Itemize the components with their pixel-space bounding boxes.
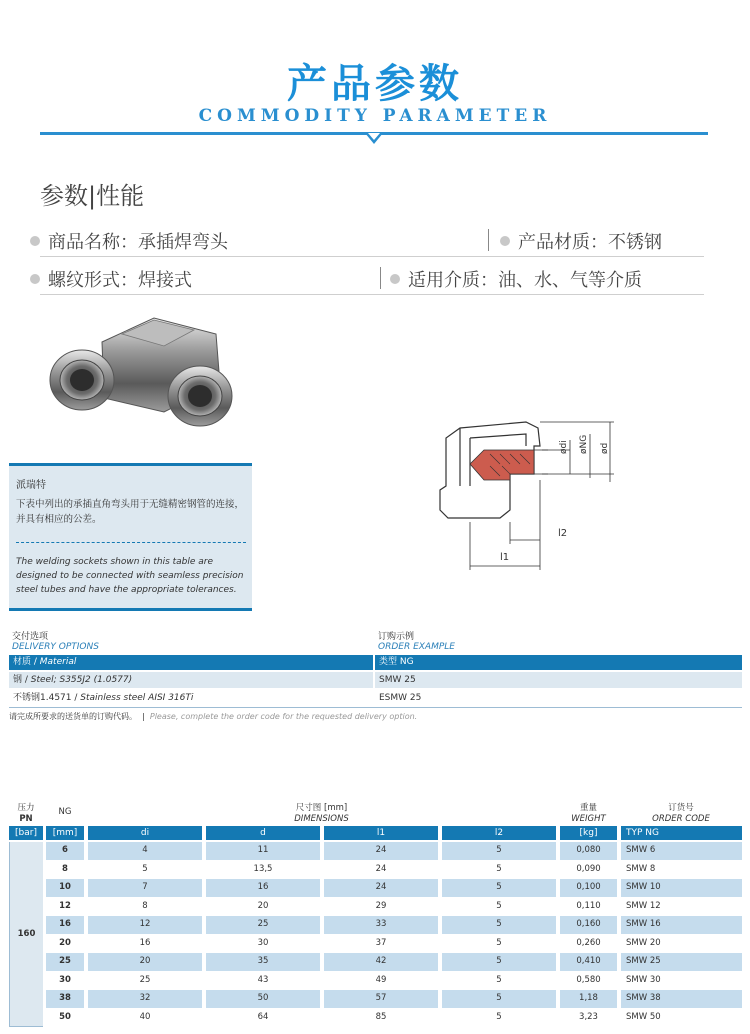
page-title: 产品参数	[287, 61, 463, 107]
table-cell-l2: 5	[442, 842, 556, 860]
table-subheader: l1	[324, 826, 438, 840]
table-cell-code: SMW 38	[621, 990, 742, 1008]
table-cell-l1: 24	[324, 861, 438, 879]
table-cell-di: 12	[88, 916, 202, 934]
table-cell-l1: 24	[324, 842, 438, 860]
table-cell-l1: 29	[324, 898, 438, 916]
pn-header-en: PN	[19, 814, 33, 824]
table-cell-d: 11	[206, 842, 320, 860]
table-cell-kg: 0,410	[560, 953, 617, 971]
table-cell-kg: 0,080	[560, 842, 617, 860]
description-text-cn: 下表中列出的承插直角弯头用于无缝精密钢管的连接，并具有相应的公差。	[16, 499, 245, 525]
table-cell-l2: 5	[442, 990, 556, 1008]
table-cell-d: 20	[206, 898, 320, 916]
table-cell-d: 43	[206, 972, 320, 990]
table-cell-d: 35	[206, 953, 320, 971]
delivery-title-cn: 交付选项	[12, 632, 49, 642]
table-cell-kg: 0,580	[560, 972, 617, 990]
table-cell-code: SMW 20	[621, 935, 742, 953]
table-cell-l2: 5	[442, 916, 556, 934]
table-cell-di: 25	[88, 972, 202, 990]
table-cell-kg: 0,100	[560, 879, 617, 897]
table-cell-ng: 30	[46, 972, 84, 990]
table-cell-code: SMW 10	[621, 879, 742, 897]
table-cell-d: 50	[206, 990, 320, 1008]
table-cell-ng: 6	[46, 842, 84, 860]
table-cell-code: SMW 16	[621, 916, 742, 934]
table-cell-di: 32	[88, 990, 202, 1008]
table-cell-l1: 37	[324, 935, 438, 953]
drawing-label-d: ød	[600, 442, 610, 454]
table-cell-d: 16	[206, 879, 320, 897]
thread-form-field	[30, 266, 192, 292]
table-cell-kg: 0,260	[560, 935, 617, 953]
table-subheader: di	[88, 826, 202, 840]
table-cell-l2: 5	[442, 953, 556, 971]
order-code-header-cn: 订货号	[668, 803, 694, 813]
table-cell-ng: 20	[46, 935, 84, 953]
thread-form-text: 螺纹形式：焊接式	[48, 270, 192, 291]
table-cell-ng: 10	[46, 879, 84, 897]
table-subheader: [bar]	[9, 826, 43, 840]
table-cell-d: 13,5	[206, 861, 320, 879]
drawing-label-l2: l2	[558, 528, 568, 539]
table-cell-code: SMW 12	[621, 898, 742, 916]
weight-header-en: WEIGHT	[571, 814, 606, 824]
table-cell-code: SMW 6	[621, 842, 742, 860]
type-row: ESMW 25	[379, 693, 422, 703]
table-cell-di: 40	[88, 1009, 202, 1027]
drawing-label-ng: øNG	[579, 434, 589, 454]
pn-header-cn: 压力	[17, 803, 35, 813]
table-cell-di: 5	[88, 861, 202, 879]
table-cell-kg: 3,23	[560, 1009, 617, 1027]
separator	[380, 267, 381, 289]
table-cell-di: 16	[88, 935, 202, 953]
type-header: 类型 NG	[375, 655, 742, 670]
material-header: 材质 / Material	[9, 655, 373, 670]
table-cell-code: SMW 50	[621, 1009, 742, 1027]
table-cell-code: SMW 8	[621, 861, 742, 879]
divider	[40, 256, 704, 257]
product-name-text: 商品名称：承插焊弯头	[48, 232, 228, 253]
material-field	[500, 228, 662, 254]
bullet-icon	[500, 236, 510, 246]
technical-drawing	[430, 410, 640, 575]
order-code-header-en: ORDER CODE	[652, 814, 710, 824]
table-cell-l2: 5	[442, 861, 556, 879]
table-cell-ng: 50	[46, 1009, 84, 1027]
table-cell-kg: 0,110	[560, 898, 617, 916]
table-cell-d: 25	[206, 916, 320, 934]
description-divider	[16, 542, 246, 543]
drawing-label-l1: l1	[500, 552, 510, 563]
medium-text: 适用介质：油、水、气等介质	[408, 270, 642, 291]
table-subheader: [mm]	[46, 826, 84, 840]
table-cell-di: 20	[88, 953, 202, 971]
table-cell-l1: 57	[324, 990, 438, 1008]
table-cell-ng: 16	[46, 916, 84, 934]
table-cell-d: 30	[206, 935, 320, 953]
table-subheader: [kg]	[560, 826, 617, 840]
order-title-en: ORDER EXAMPLE	[378, 642, 455, 652]
product-photo	[44, 312, 244, 430]
divider	[40, 294, 704, 295]
table-cell-l1: 33	[324, 916, 438, 934]
type-row: SMW 25	[375, 672, 742, 688]
table-cell-di: 8	[88, 898, 202, 916]
material-text: 产品材质：不锈钢	[518, 232, 662, 253]
table-cell-ng: 38	[46, 990, 84, 1008]
order-title-cn: 订购示例	[378, 632, 415, 642]
dimensions-header-en: DIMENSIONS	[294, 814, 349, 824]
table-cell-d: 64	[206, 1009, 320, 1027]
separator	[488, 229, 489, 251]
medium-field	[390, 266, 642, 292]
page-subtitle: COMMODITY PARAMETER	[198, 106, 552, 126]
table-cell-ng: 8	[46, 861, 84, 879]
table-subheader: l2	[442, 826, 556, 840]
description-title: 派瑞特	[16, 480, 46, 491]
table-cell-l1: 49	[324, 972, 438, 990]
table-cell-l2: 5	[442, 898, 556, 916]
bullet-icon	[390, 274, 400, 284]
bullet-icon	[30, 274, 40, 284]
delivery-title-en: DELIVERY OPTIONS	[12, 642, 99, 652]
table-cell-l2: 5	[442, 879, 556, 897]
section-title: 参数|性能	[40, 182, 145, 210]
table-cell-code: SMW 25	[621, 953, 742, 971]
table-cell-di: 4	[88, 842, 202, 860]
table-cell-l2: 5	[442, 1009, 556, 1027]
order-note: 请完成所要求的送货单的订购代码。 | Please, complete the order code for the requested delivery option.	[9, 712, 418, 721]
table-cell-code: SMW 30	[621, 972, 742, 990]
weight-header-cn: 重量	[579, 803, 597, 813]
description-text-en: The welding sockets shown in this table are designed to be connected with seamless precision steel tubes and have the appropriate tolerances.	[16, 557, 244, 595]
material-row: 钢 / Steel; S355J2 (1.0577)	[9, 672, 373, 688]
table-cell-l2: 5	[442, 935, 556, 953]
table-cell-l1: 42	[324, 953, 438, 971]
table-cell-l1: 24	[324, 879, 438, 897]
table-cell-ng: 12	[46, 898, 84, 916]
pressure-cell: 160	[9, 842, 43, 1027]
table-subheader: TYP NG	[621, 826, 742, 840]
table-cell-ng: 25	[46, 953, 84, 971]
dimensions-header-cn: 尺寸图 [mm]	[295, 803, 348, 813]
material-row: 不锈钢1.4571 / Stainless steel AISI 316Ti	[13, 693, 194, 703]
table-cell-kg: 0,090	[560, 861, 617, 879]
table-cell-kg: 0,160	[560, 916, 617, 934]
table-subheader: d	[206, 826, 320, 840]
table-cell-l1: 85	[324, 1009, 438, 1027]
table-cell-l2: 5	[442, 972, 556, 990]
ng-header: NG	[58, 807, 72, 817]
table-cell-di: 7	[88, 879, 202, 897]
drawing-label-di: ødi	[559, 440, 569, 454]
bullet-icon	[30, 236, 40, 246]
product-name-field	[30, 228, 228, 254]
table-cell-kg: 1,18	[560, 990, 617, 1008]
